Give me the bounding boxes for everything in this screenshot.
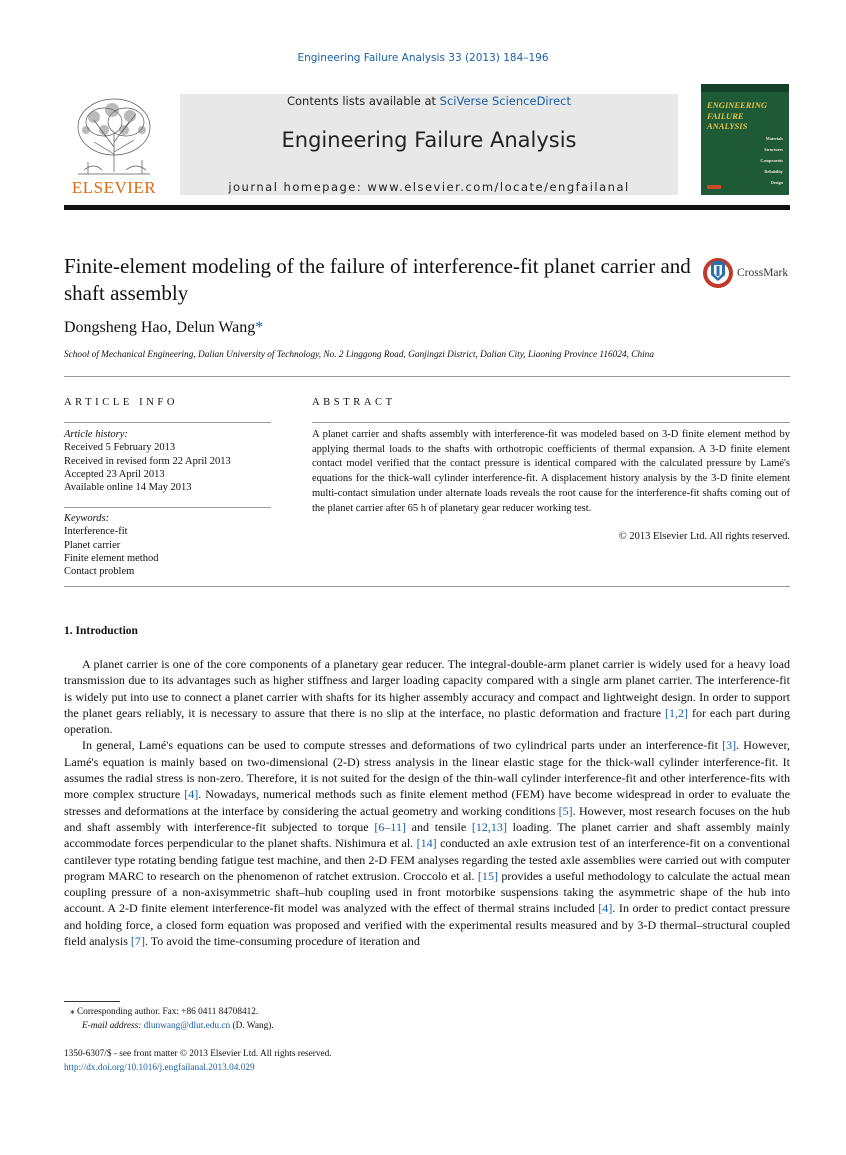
citation-link[interactable]: [7] — [130, 934, 145, 949]
keyword: Contact problem — [64, 566, 135, 578]
contents-line — [180, 94, 678, 108]
citation-link[interactable]: [3] — [722, 738, 737, 753]
paragraph — [64, 656, 790, 737]
footnote — [64, 1005, 790, 1033]
text-run: . Nowadays, numerical methods such as finite element method (FEM) have become widespread in order to evaluate the stresses and deformations at the interface by considering the actual geometry and working conditions — [64, 787, 790, 818]
email-suffix: (D. Wang). — [230, 1021, 274, 1031]
citation-link[interactable]: [12,13] — [471, 819, 507, 834]
sciencedirect-link[interactable]: SciVerse ScienceDirect — [439, 94, 572, 108]
affiliation: School of Mechanical Engineering, Dalian University of Technology, No. 2 Linggong Road, Ganjingzi District, Dalian City, Liaoning Province 116024, China — [64, 350, 654, 360]
elsevier-wordmark: ELSEVIER — [71, 178, 157, 197]
text-run: . In order to predict contact pressure and holding force, a closed form equation was proposed and verified with the experimental results measured and by 3-D thermal–structural coupled field analysis — [64, 901, 790, 949]
article-history — [64, 428, 271, 494]
citation-link[interactable]: [5] — [558, 803, 573, 818]
footnote-rule — [64, 1001, 120, 1002]
keyword: Finite element method — [64, 552, 159, 564]
keyword: Interference-fit — [64, 526, 128, 538]
cover-title-line: ANALYSIS — [707, 121, 748, 131]
crossmark-label[interactable]: CrossMark — [737, 267, 789, 279]
contents-prefix: Contents lists available at — [286, 94, 440, 108]
article-info-heading: ARTICLE INFO — [64, 397, 179, 408]
text-run: for each part during operation. — [64, 705, 790, 737]
citation-link[interactable]: [6–11] — [374, 819, 406, 834]
body-text — [64, 656, 790, 949]
journal-title: Engineering Failure Analysis — [281, 128, 577, 152]
cover-topic: Design — [770, 180, 783, 185]
cover-topic: Structures — [764, 147, 783, 152]
text-run: . However, most research focuses on the hub and shaft assembly with interference-fit subjected to torque — [64, 803, 790, 834]
divider — [312, 422, 790, 423]
text-run: A planet carrier is one of the core components of a planetary gear reducer. The integral-double-arm planet carrier is widely used for a heavy load transmission due to its advantages such as higher stiffness and larger loading capacity compared with a single arm planet carrier. The interference-fit is widely put into use to connect a planet carrier with shafts for its higher assembly accuracy and compact and lightweight design. In order to support the planet gears reliably, it is necessary to assure that there is no slip at the interface, no plastic deformation and fracture — [64, 657, 790, 720]
divider — [64, 422, 271, 423]
email-line — [64, 1019, 790, 1033]
text-run: In general, Lamé's equations can be used to compute stresses and deformations of two cylindrical parts under an interference-fit — [82, 738, 723, 753]
journal-reference[interactable]: Engineering Failure Analysis 33 (2013) 184–196 — [297, 52, 549, 64]
abstract-text: A planet carrier and shafts assembly with interference-fit was modeled based on 3-D finite element method by applying thermal loads to the shafts with orthotropic coefficients of thermal expansion. A 3-D finite element contact model verified that the contact pressure is identical compared with the calculated pressure by Lamé's equations for the thick-wall cylinder interference-fit. A displacement history analysis by the 3-D finite element multi-contact simulation under alternate loads reveals the root cause for the interference-fit shafts coming out of the planet carrier after 65 h of planetary gear reducer working test. — [312, 429, 790, 514]
text-run: . However, Lamé's equation is mainly based on two-dimensional (2-D) stress analysis in the linear elastic stage for the thick-wall cylinder interference-fit. It assumes the radial stress is non-zero. Therefore, it is not suited for the design of the thin-wall cylinder interference-fit and other interference-fits with more complex structure — [64, 738, 790, 802]
cover-topic: Materials — [765, 136, 783, 141]
text-run: . To avoid the time-consuming procedure of iteration and — [144, 934, 420, 949]
email-label: E-mail address: — [82, 1021, 144, 1031]
history-item: Accepted 23 April 2013 — [64, 468, 165, 480]
divider — [64, 586, 790, 587]
citation-link[interactable]: [14] — [416, 836, 437, 851]
text-run: provides a useful methodology to calculate the actual mean coupling pressure of a non-axisymmetric shaft–hub coupling used in front motorbike suspensions taking the asymmetric shape of the hub into account. A 2-D finite element interference-fit model was analyzed with the effect of thermal strains included — [64, 868, 790, 916]
header-rule — [64, 205, 790, 210]
cover-publisher-mark — [707, 185, 721, 189]
front-matter — [64, 1047, 332, 1075]
cover-topic: Reliability — [764, 169, 783, 174]
paragraph — [64, 737, 790, 949]
cover-title-line: FAILURE — [707, 110, 744, 121]
history-item: Available online 14 May 2013 — [64, 482, 192, 494]
corresponding-author-note: ⁎ Corresponding author. Fax: +86 0411 84708412. — [70, 1007, 259, 1017]
article-title: Finite-element modeling of the failure of interference-fit planet carrier and shaft assembly — [64, 254, 691, 305]
journal-cover[interactable] — [701, 84, 789, 195]
text-run: loading. The planet carrier and shaft assembly mainly accommodate forces perpendicular to the planet shafts. Nishimura et al. — [64, 819, 790, 851]
cover-title — [707, 100, 767, 132]
citation-link[interactable]: [1,2] — [664, 705, 689, 720]
cover-title-line: ENGINEERING — [707, 100, 767, 110]
journal-homepage — [180, 180, 678, 194]
citation-link[interactable]: [4] — [598, 901, 613, 916]
text-run: and tensile — [405, 819, 472, 834]
cover-topic: Components — [760, 158, 783, 163]
keyword: Planet carrier — [64, 539, 121, 551]
keywords-label: Keywords: — [64, 513, 110, 524]
corresponding-author-mark[interactable]: * — [255, 319, 264, 336]
text-run: conducted an axle extrusion test of an interference-fit on a conventional cantilever type rotating bending fatigue test machine, and then 2-D FEM analyses regarding the tested axle assemblies were carried out with computer program MARC to research on the phenomenon of ratchet extrusion. Croccolo et al. — [64, 836, 790, 883]
cover-top-band — [701, 84, 789, 92]
divider — [64, 507, 271, 508]
author-names: Dongsheng Hao, Delun Wang — [64, 319, 256, 336]
section-heading-introduction: 1. Introduction — [64, 625, 138, 637]
history-item: Received 5 February 2013 — [64, 442, 176, 454]
homepage-prefix: journal homepage: — [228, 180, 368, 194]
abstract-heading: ABSTRACT — [312, 397, 396, 408]
history-item: Received in revised form 22 April 2013 — [64, 455, 231, 467]
issn-line: 1350-6307/$ - see front matter © 2013 Elsevier Ltd. All rights reserved. — [64, 1049, 332, 1059]
abstract-copyright: © 2013 Elsevier Ltd. All rights reserved. — [618, 531, 790, 542]
divider — [64, 376, 790, 377]
citation-link[interactable]: [4] — [184, 787, 199, 802]
homepage-link[interactable]: www.elsevier.com/locate/engfailanal — [367, 180, 630, 194]
keywords — [64, 512, 271, 578]
authors — [64, 319, 263, 337]
doi-link[interactable]: http://dx.doi.org/10.1016/j.engfailanal.2013.04.029 — [64, 1063, 255, 1073]
citation-link[interactable]: [15] — [477, 868, 498, 883]
history-label: Article history: — [64, 429, 128, 440]
crossmark-icon[interactable] — [702, 257, 734, 289]
email-link[interactable]: dlunwang@dlut.edu.cn — [143, 1021, 231, 1031]
